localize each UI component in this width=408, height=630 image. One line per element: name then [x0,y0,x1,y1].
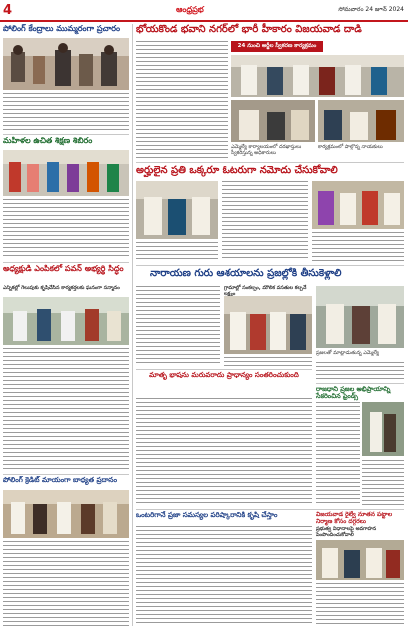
headline-center-low: ఒంటరిగానే ప్రజా సమస్యల పరిష్కారానికి కృషి చేస్తాం [136,511,278,519]
headline-center-big: నారాయణ గురు ఆశయాలను ప్రజల్లోకి తీసుకెళ్లాలి [150,268,342,279]
divider [136,265,404,266]
photo-wide2-2 [312,181,404,229]
photo-wide2-1 [136,181,218,239]
subhead-right-low: ప్రభుత్వ విధానాలపై అవగాహన పెంపొందించుకోవాలి [316,526,377,538]
masthead: ఆంధ్రప్రభ [176,5,204,14]
photo-left4 [3,490,129,538]
photo-left1 [3,38,129,90]
headline-center-mid: మాతృ భాషను మరువరాదు ప్రాధాన్యం సంతరించుకుంది [149,371,299,379]
photo-top-main-2 [231,100,315,142]
body-center-big-b [224,357,312,367]
photo-center-big [224,296,312,354]
body-left4 [3,541,129,626]
divider [136,162,404,163]
headline-right-mid: రాజధాని ప్రజల అభిప్రాయాన్ని సేకరించిన ఫ్రెండ్స్ [316,385,391,401]
subhead-left3: ఎన్నికల్లో గెలుపుకు కృషిచేసిన కార్యకర్తలకు ఘనంగా సన్మానం [3,285,120,291]
photo-right-low [316,540,404,580]
body-top-main [136,41,228,159]
body-center-mid [136,398,312,506]
headline-right-low: విజయవాడ రైల్వే నూతన పట్టాల నిర్మాణ కోసం దగ్గరలు [316,511,393,525]
body-right-a [316,362,404,380]
issue-date: సోమవారం 24 జూన్ 2024 [338,6,404,13]
body-left2 [3,199,129,259]
body-wide2-c [312,232,404,262]
divider [3,134,129,135]
headline-left1: పోలింగ్ కేంద్రాలు ముమ్మరంగా ప్రచారం [3,24,121,33]
column-divider [132,24,133,626]
body-center-big [136,286,220,366]
photo-right-mid [362,402,404,456]
photo-top-main [231,55,404,97]
body-wide2-b [136,242,218,262]
headline-left3: అధ్యక్షుడి ఎంపికలో పవన్ అభ్యర్థి సిద్ధం [3,264,124,273]
photo-center-right [316,286,404,348]
body-wide2 [222,181,308,261]
photo-left3 [3,297,129,345]
body-center-low [136,526,312,626]
headline-top-main: భోయకొండ భవాని నగర్‌లో భారీ హీకారం విజయవాడ దాడి [136,24,362,35]
body-left1 [3,93,129,131]
divider [136,509,404,510]
photo-left2 [3,150,129,196]
headline-left2: మహిళల ఉచిత శిక్షణ శిబిరం [3,136,93,145]
divider [3,262,129,263]
body-right-mid-b [362,460,404,506]
headline-wide2: అర్హులైన ప్రతి ఒక్కరూ ఓటరుగా నమోదు చేసుకోవాలి [136,165,338,176]
divider [3,474,129,475]
subhead-center: గ్రామాల్లో సంకల్పం, మౌలిక వసతుల కల్పనే లక్ష్యం [224,285,307,297]
page-header [0,0,408,22]
headline-left4: పోలింగ్ క్రెడిట్ మాయంగా బాధ్యత ప్రదానం [3,476,118,484]
body-left3 [3,348,129,472]
red-label-bar: 24 నుంచి అర్జీల స్వీకరణ కార్యక్రమం [231,41,323,52]
photo-top-main-3 [318,100,404,142]
body-right-mid [316,402,360,506]
caption-2: కార్యక్రమంలో పాల్గొన్న నాయకులు [318,144,383,150]
divider [316,383,404,384]
page-number: 4 [3,3,13,18]
caption-1: ఎమ్మెల్యే కార్యాలయంలో దరఖాస్తులు స్వీకరిస్తున్న అధికారులు [231,144,302,156]
divider [136,369,312,370]
body-right-low [316,583,404,626]
caption-3: ప్రజలతో మాట్లాడుతున్న ఎమ్మెల్యే [316,350,380,356]
